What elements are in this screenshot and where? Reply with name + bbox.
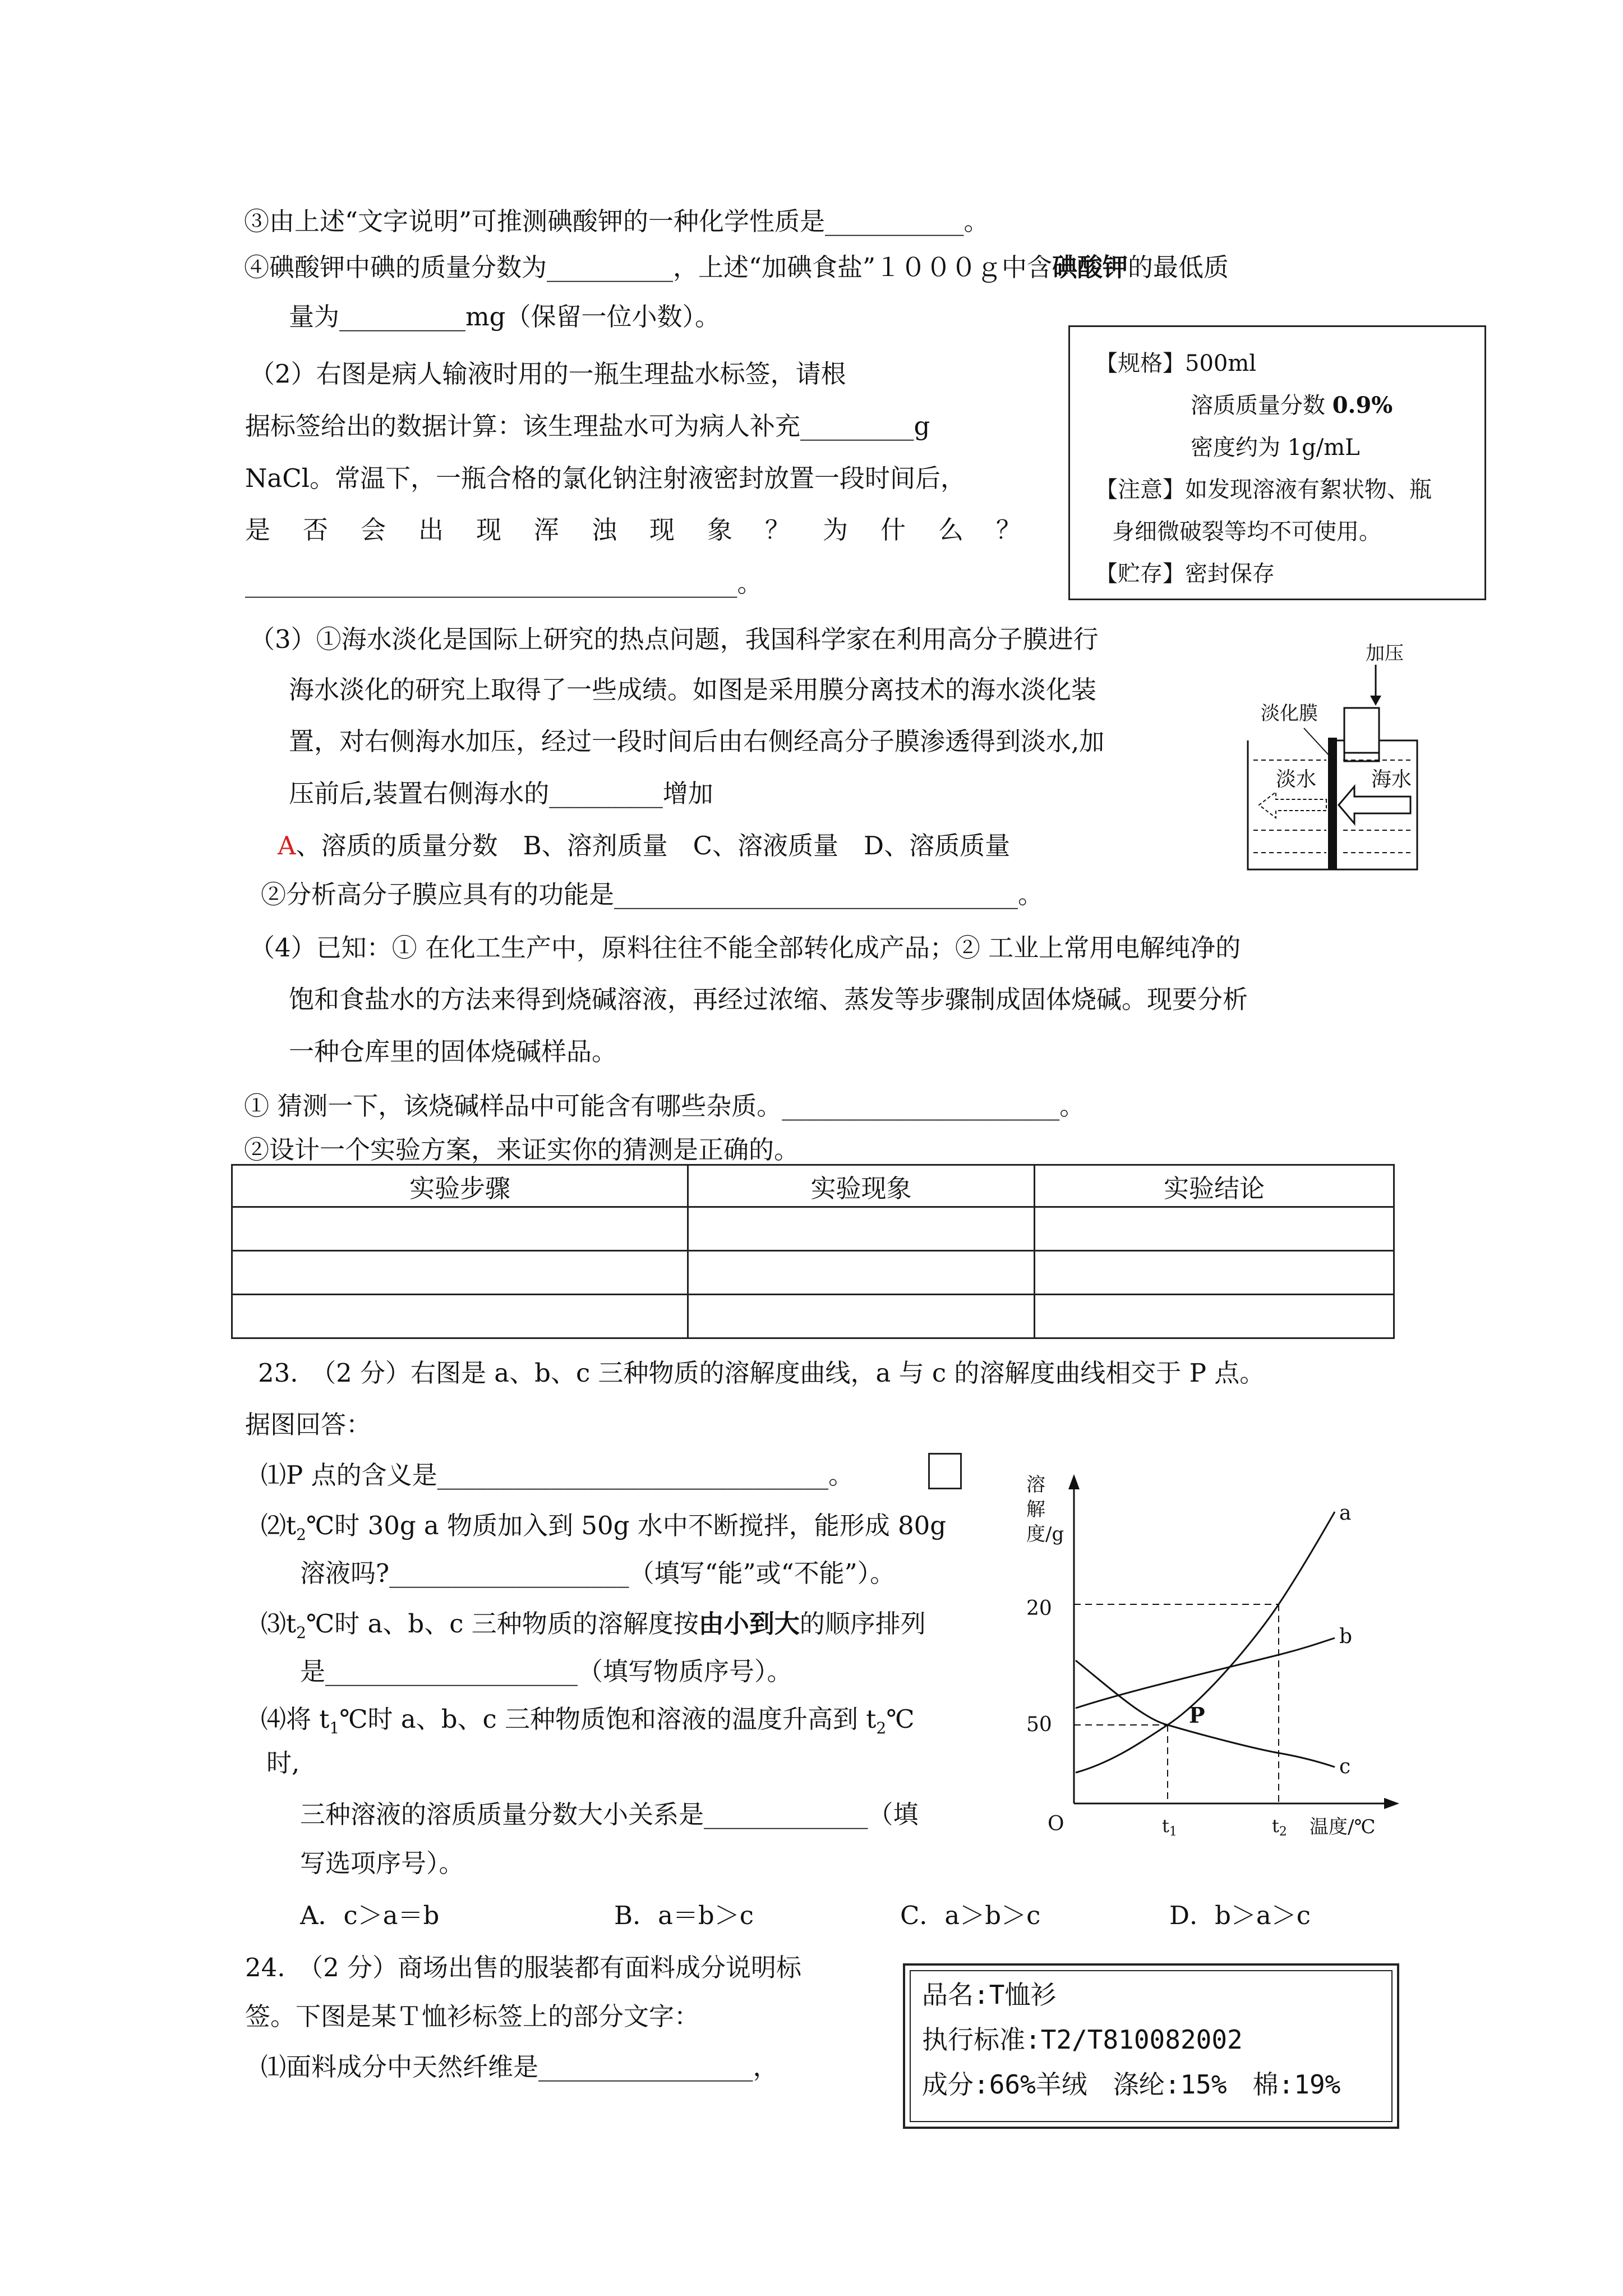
- chart-ylabel: 溶解度/g: [1026, 1474, 1064, 1545]
- q24-part1: ⑴面料成分中天然纤维是_________________，: [261, 2052, 778, 2082]
- line-q4-text-a: ④碘酸钾中碘的质量分数为__________，上述“加碘食盐”１０００ｇ中含: [244, 252, 1053, 282]
- device-membrane-label: 淡化膜: [1261, 702, 1318, 725]
- line-q3-options: [278, 829, 1010, 863]
- tshirt-composition: 成分:66%羊绒 涤纶:15% 棉:19%: [922, 2069, 1341, 2100]
- line-q3-membrane: ②分析高分子膜应具有的功能是________________________________。: [261, 880, 1044, 909]
- q23-part4-cont2: 写选项序号）。: [300, 1848, 464, 1878]
- line-q4-design: ②设计一个实验方案，来证实你的猜测是正确的。: [244, 1135, 800, 1165]
- chart-ytick-20: 50: [1026, 1713, 1052, 1736]
- options-text: 、溶质的质量分数 B、溶剂质量 C、溶液质量 D、溶质质量: [296, 831, 1011, 861]
- experiment-table: [231, 1164, 1395, 1339]
- q23-stem: 23. （2 分）右图是 a、b、c 三种物质的溶解度曲线，a 与 c 的溶解度曲线相交于 P 点。: [258, 1358, 1265, 1388]
- q23-part3: [261, 1607, 926, 1644]
- label-concentration-value: 0.9%: [1332, 392, 1393, 418]
- q23-part4: [261, 1703, 915, 1740]
- line-q3-intro: （3）①海水淡化是国际上研究的热点问题，我国科学家在利用高分子膜进行: [250, 624, 1099, 654]
- chart-series-b-label: b: [1339, 1625, 1353, 1648]
- q23-stem-cont: 据图回答：: [245, 1410, 372, 1439]
- q23-option-a: A．c＞a＝b: [300, 1901, 440, 1930]
- line-q2-intro: （2）右图是病人输液时用的一瓶生理盐水标签，请根: [250, 359, 846, 389]
- q23-part2-b: ℃时 30g a 物质加入到 50g 水中不断搅拌，能形成 80g: [306, 1511, 947, 1540]
- line-q2-nacl: NaCl。常温下，一瓶合格的氯化钠注射液密封放置一段时间后，: [245, 463, 966, 493]
- q23-option-d: D．b＞a＞c: [1169, 1901, 1311, 1930]
- answer-checkbox[interactable]: [928, 1453, 962, 1489]
- label-density: 密度约为 1g/mL: [1191, 435, 1360, 461]
- line-q2-question: 是否会出现浑浊现象？为什么？: [245, 515, 1054, 545]
- q23-part3-cont: 是____________________（填写物质序号）。: [300, 1657, 792, 1686]
- line-q3-l2: 海水淡化的研究上取得了一些成绩。如图是采用膜分离技术的海水淡化装: [289, 675, 1097, 705]
- label-storage: 【贮存】密封保存: [1095, 561, 1275, 587]
- curve-b: [1076, 1638, 1335, 1708]
- q23-part3-bold: 由小到大: [698, 1609, 800, 1639]
- label-notice-cont: 身细微破裂等均不可使用。: [1112, 519, 1381, 545]
- q23-part4-a: ⑷将 t: [261, 1704, 330, 1734]
- line-q2-calc: 据标签给出的数据计算：该生理盐水可为病人补充_________g: [245, 411, 930, 441]
- table-header-steps: 实验步骤: [232, 1165, 688, 1207]
- chart-xtick-t1: t1: [1162, 1815, 1177, 1839]
- q23-part4-cont: 三种溶液的溶质质量分数大小关系是_____________（填: [300, 1800, 919, 1829]
- label-concentration-text: 溶质质量分数: [1191, 393, 1332, 418]
- line-q3-l3: 置，对右侧海水加压，经过一段时间后由右侧经高分子膜渗透得到淡水,加: [289, 726, 1105, 756]
- q24-stem: 24. （2 分）商场出售的服装都有面料成分说明标: [245, 1953, 802, 1982]
- line-q4-l2: 饱和食盐水的方法来得到烧碱溶液，再经过浓缩、蒸发等步骤制成固体烧碱。现要分析: [289, 984, 1248, 1014]
- q23-option-c: C．a＞b＞c: [900, 1901, 1041, 1930]
- table-cell[interactable]: [232, 1251, 688, 1295]
- q23-part1: ⑴P 点的含义是_______________________________。: [261, 1460, 854, 1490]
- label-notice: 【注意】如发现溶液有絮状物、瓶: [1095, 477, 1432, 503]
- chart-xtick-t2: t2: [1272, 1815, 1287, 1839]
- q23-part3-a: ⑶t: [261, 1609, 297, 1639]
- q23-part4-c: ℃: [886, 1704, 915, 1734]
- table-cell[interactable]: [688, 1207, 1035, 1251]
- option-a-marker: A: [278, 831, 296, 861]
- line-q4-mass: 量为__________mg（保留一位小数）。: [289, 302, 720, 332]
- label-concentration: [1191, 389, 1393, 422]
- line-q4-bold: 碘酸钾: [1052, 252, 1128, 282]
- device-pressure-label: 加压: [1366, 642, 1404, 665]
- table-cell[interactable]: [688, 1251, 1035, 1295]
- q23-part3-sub: 2: [296, 1623, 306, 1642]
- line-q4-iodine: [244, 251, 1229, 284]
- table-row: [232, 1251, 1394, 1295]
- tshirt-standard: 执行标准:T2/T810082002: [922, 2024, 1243, 2055]
- q23-part2: [261, 1509, 946, 1546]
- curve-c: [1076, 1660, 1335, 1767]
- table-header-conclusion: 实验结论: [1035, 1165, 1394, 1207]
- tshirt-name: 品名:T恤衫: [922, 1980, 1057, 2010]
- table-row: [232, 1295, 1394, 1338]
- chart-point-label: P: [1189, 1703, 1205, 1728]
- q23-part4-sub1: 1: [329, 1719, 340, 1737]
- table-cell[interactable]: [1035, 1207, 1394, 1251]
- line-q3-l4: 压前后,装置右侧海水的_________增加: [289, 779, 713, 808]
- saline-label-box: [1068, 325, 1486, 600]
- q23-part4-shi: 时,: [266, 1748, 300, 1778]
- table-cell[interactable]: [1035, 1295, 1394, 1338]
- q23-part2-a: ⑵t: [261, 1511, 297, 1540]
- chart-ytick-50: 20: [1026, 1597, 1052, 1620]
- line-q3-property: ③由上述“文字说明”可推测碘酸钾的一种化学性质是___________。: [244, 206, 989, 236]
- table-row: [232, 1207, 1394, 1251]
- q24-stem-cont: 签。下图是某Ｔ恤衫标签上的部分文字：: [245, 2001, 700, 2031]
- line-q4-guess: ① 猜测一下，该烧碱样品中可能含有哪些杂质。______________________。: [244, 1091, 1085, 1121]
- y-axis-arrow: [1068, 1474, 1080, 1489]
- table-header-phenomena: 实验现象: [688, 1165, 1035, 1207]
- table-cell[interactable]: [688, 1295, 1035, 1338]
- q23-part2-cont: 溶液吗?___________________（填写“能”或“不能”）。: [300, 1558, 896, 1588]
- q23-part3-b: ℃时 a、b、c 三种物质的溶解度按: [306, 1609, 699, 1639]
- desalination-device-diagram: [1242, 645, 1478, 881]
- chart-series-a-label: a: [1339, 1502, 1352, 1525]
- chart-xlabel: 温度/℃: [1310, 1816, 1376, 1838]
- q23-option-b: B．a＝b＞c: [614, 1901, 754, 1930]
- line-q4-l3: 一种仓库里的固体烧碱样品。: [289, 1037, 617, 1066]
- table-header-row: [232, 1165, 1394, 1207]
- table-cell[interactable]: [232, 1207, 688, 1251]
- label-spec: 【规格】500ml: [1095, 351, 1257, 376]
- line-q4-intro: （4）已知：① 在化工生产中，原料往往不能全部转化成产品；② 工业上常用电解纯净的: [250, 933, 1241, 963]
- curve-a: [1076, 1512, 1335, 1773]
- q23-part4-b: ℃时 a、b、c 三种物质饱和溶液的温度升高到 t: [339, 1704, 877, 1734]
- table-cell[interactable]: [1035, 1251, 1394, 1295]
- q23-part4-sub2: 2: [876, 1719, 887, 1737]
- device-fresh-water-label: 淡水: [1276, 768, 1317, 791]
- chart-origin: O: [1048, 1812, 1064, 1835]
- chart-series-c-label: c: [1339, 1755, 1351, 1778]
- x-axis-arrow: [1384, 1798, 1399, 1809]
- tshirt-label-box: [903, 1963, 1399, 2129]
- table-cell[interactable]: [232, 1295, 688, 1338]
- q23-part3-c: 的顺序排列: [799, 1609, 926, 1639]
- line-q4-text-c: 的最低质: [1128, 252, 1229, 282]
- q23-part2-sub: 2: [296, 1525, 306, 1544]
- device-sea-water-label: 海水: [1371, 768, 1412, 791]
- line-q2-answer: _______________________________________。: [245, 568, 763, 598]
